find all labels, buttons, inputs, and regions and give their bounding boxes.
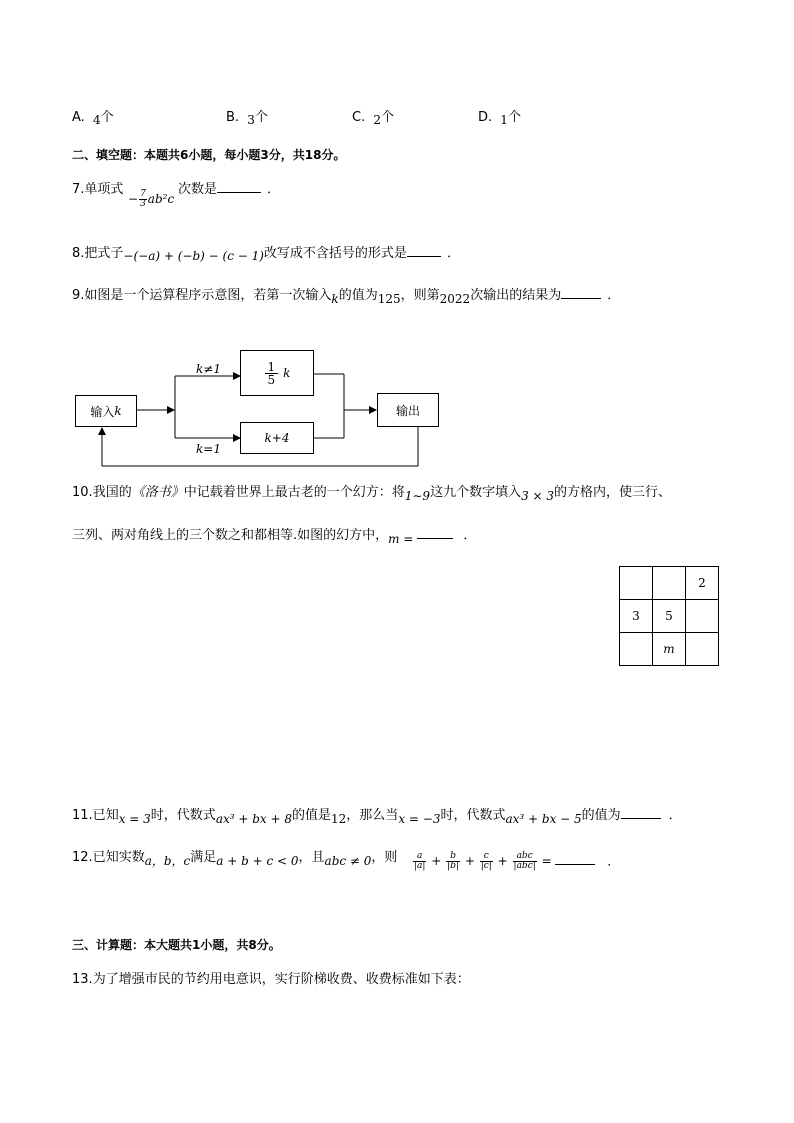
question-9: 9.如图是一个运算程序示意图，若第一次输入k的值为125，则第2022次输出的结果为 ． bbox=[72, 288, 621, 306]
flow-divide-box: $\frac{1}{5}$ k bbox=[240, 350, 314, 396]
flow-output-box: 输出 bbox=[377, 393, 439, 427]
question-13: 13.为了增强市民的节约用电意识，实行阶梯收费、收费标准如下表： bbox=[72, 972, 470, 987]
question-10-line1: 10.我国的《洛书》中记载着世界上最古老的一个幻方：将1∼9这九个数字填入3 × 3的方格内，使三行、 bbox=[72, 485, 672, 503]
magic-square-row bbox=[620, 633, 719, 666]
flow-input-box: 输入 k bbox=[75, 395, 137, 427]
q10-answer-blank[interactable] bbox=[417, 526, 453, 539]
question-8: 8.把式子−(−a) + (−b) − (c − 1)改写成不含括号的形式是 ． bbox=[72, 246, 460, 263]
choice-c: C. 2个 bbox=[352, 110, 395, 127]
choice-a: A. 4个 bbox=[72, 110, 114, 127]
magic-cell bbox=[686, 600, 719, 633]
q7-tail: 次数是 ． bbox=[178, 182, 281, 197]
magic-square bbox=[619, 566, 719, 666]
question-11: 11.已知x = 3时，代数式ax³ + bx + 8的值是12，那么当x = −3时，代数式ax³ + bx − 5的值为 ． bbox=[72, 808, 682, 826]
q12-fraction-expression: $\frac{a}{|a|}$ + $\frac{b}{|b|}$ + $\frac{c}{|c|}$ + $\frac{\text{abc}}{\text{|abc|}}$ = ． bbox=[414, 851, 620, 871]
q11-answer-blank[interactable] bbox=[621, 806, 661, 819]
choice-b: B. 3个 bbox=[226, 110, 268, 127]
magic-square-row bbox=[620, 567, 719, 600]
question-7: 7.单项式 bbox=[72, 182, 124, 197]
magic-cell bbox=[620, 633, 653, 666]
question-10-line2: 三列、两对角线上的三个数之和都相等.如图的幻方中，m = ． bbox=[72, 528, 477, 546]
magic-cell: 5 bbox=[653, 600, 686, 633]
flow-bottom-condition: k=1 bbox=[196, 442, 221, 456]
magic-cell: 2 bbox=[686, 567, 719, 600]
magic-cell bbox=[620, 567, 653, 600]
magic-cell bbox=[686, 633, 719, 666]
q12-answer-blank[interactable] bbox=[555, 852, 595, 865]
magic-cell: m bbox=[653, 633, 686, 666]
choice-d: D. 1个 bbox=[478, 110, 521, 127]
q7-monomial: − $\frac{7}{3}$ ab²c bbox=[128, 189, 175, 209]
question-12: 12.已知实数a，b，c满足a + b + c < 0，且abc ≠ 0，则 bbox=[72, 850, 398, 868]
flow-add-box: k+4 bbox=[240, 422, 314, 454]
magic-square-row bbox=[620, 600, 719, 633]
magic-cell bbox=[653, 567, 686, 600]
flow-top-condition: k≠1 bbox=[196, 362, 221, 376]
section-heading-calculation: 三、计算题：本大题共1小题，共8分。 bbox=[72, 938, 281, 952]
section-heading-fill-blank: 二、填空题：本题共6小题，每小题3分，共18分。 bbox=[72, 148, 346, 162]
magic-cell: 3 bbox=[620, 600, 653, 633]
